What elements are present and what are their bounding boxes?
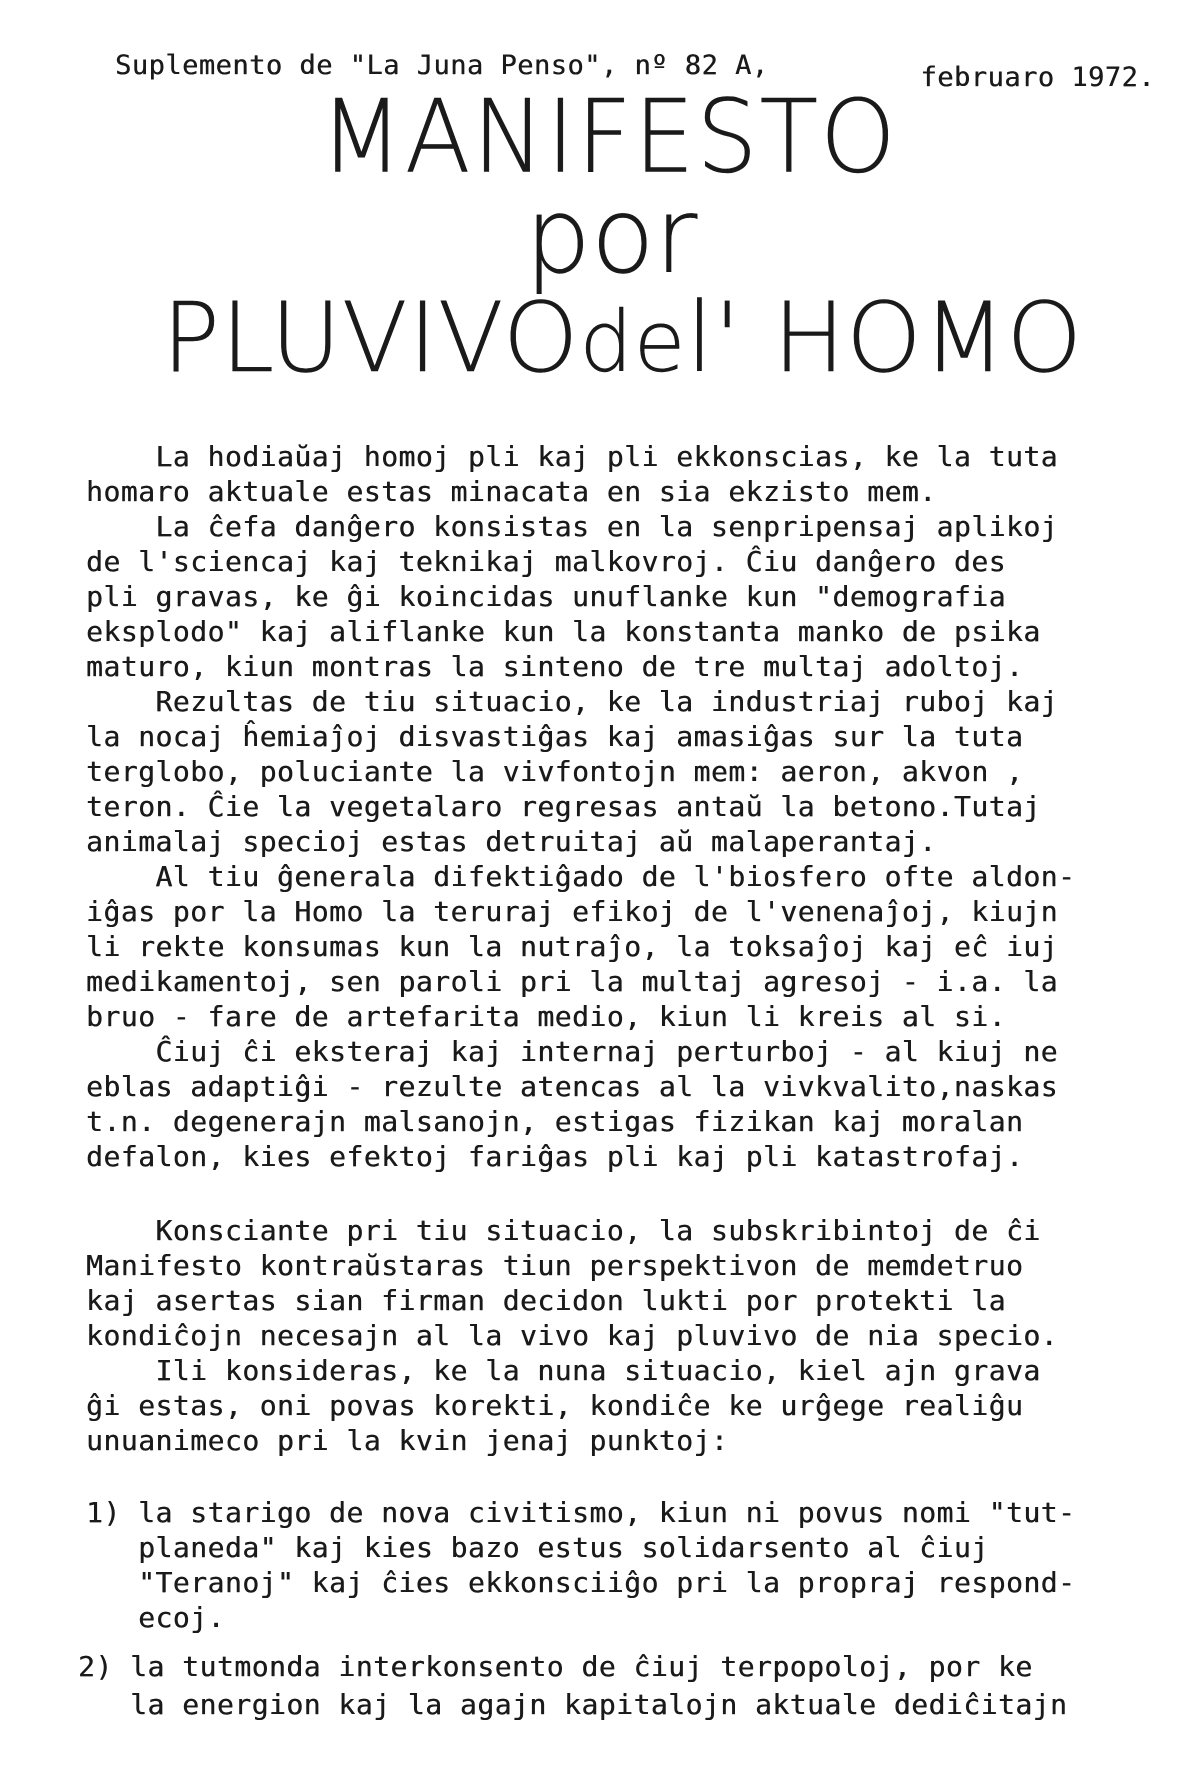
- body-line: de l'sciencaj kaj teknikaj malkovroj. Ĉiu danĝero des: [86, 545, 1006, 578]
- body-line: kondiĉojn necesajn al la vivo kaj pluvivo de nia specio.: [86, 1319, 1059, 1352]
- body-line: teron. Ĉie la vegetalaro regresas antaŭ la betono.Tutaj: [86, 790, 1041, 823]
- body-line: terglobo, poluciante la vivfontojn mem: aeron, akvon ,: [86, 755, 1024, 788]
- body-line: la nocaj ĥemiaĵoj disvastiĝas kaj amasiĝas sur la tuta: [86, 720, 1024, 753]
- body-line: homaro aktuale estas minacata en sia ekzisto mem.: [86, 475, 937, 508]
- body-line: kaj asertas sian firman decidon lukti por protekti la: [86, 1284, 1006, 1317]
- body-line: bruo - fare de artefarita medio, kiun li kreis al si.: [86, 1000, 1006, 1033]
- body-line: La hodiaŭaj homoj pli kaj pli ekkonscias, ke la tuta: [86, 440, 1059, 473]
- body-line: iĝas por la Homo la teruraj efikoj de l'venenaĵoj, kiujn: [86, 895, 1059, 928]
- body-line: li rekte konsumas kun la nutraĵo, la toksaĵoj kaj eĉ iuj: [86, 930, 1059, 963]
- publication-info: Suplemento de "La Juna Penso", nº 82 A,: [115, 50, 769, 81]
- title-por: por: [525, 175, 698, 297]
- body-line: La ĉefa danĝero konsistas en la senpripensaj aplikoj: [86, 510, 1059, 543]
- body-line: Rezultas de tiu situacio, ke la industriaj ruboj kaj: [86, 685, 1059, 718]
- title-homo: HOMO: [772, 282, 1084, 394]
- body-line: animalaj specioj estas detruitaj aŭ malaperantaj.: [86, 825, 937, 858]
- body-line: eblas adaptiĝi - rezulte atencas al la vivkvalito,naskas: [86, 1070, 1059, 1103]
- list-item-line: la energion kaj la agajn kapitalojn aktuale dediĉitajn: [78, 1688, 1068, 1721]
- body-line: ĝi estas, oni povas korekti, kondiĉe ke urĝege realiĝu: [86, 1389, 1024, 1422]
- body-line: defalon, kies efektoj fariĝas pli kaj pli katastrofaj.: [86, 1140, 1024, 1173]
- body-line: Ĉiuj ĉi eksteraj kaj internaj perturboj - al kiuj ne: [86, 1035, 1059, 1068]
- publication-date: februaro 1972.: [920, 62, 1155, 93]
- list-item-line: ecoj.: [86, 1601, 225, 1634]
- title-l: l': [686, 282, 742, 394]
- body-line: Ili konsideras, ke la nuna situacio, kiel ajn grava: [86, 1354, 1041, 1387]
- title-de: de: [579, 293, 687, 391]
- title-pluvivo-de-l-homo: [162, 282, 1083, 394]
- list-item-line: 1) la starigo de nova civitismo, kiun ni povus nomi "tut-: [86, 1496, 1076, 1529]
- body-line: medikamentoj, sen paroli pri la multaj agresoj - i.a. la: [86, 965, 1059, 998]
- list-item-line: "Teranoj" kaj ĉies ekkonsciiĝo pri la propraj respond-: [86, 1566, 1076, 1599]
- body-line: pli gravas, ke ĝi koincidas unuflanke kun "demografia: [86, 580, 1006, 613]
- list-item-line: planeda" kaj kies bazo estus solidarsento al ĉiuj: [86, 1531, 989, 1564]
- body-line: unuanimeco pri la kvin jenaj punktoj:: [86, 1424, 729, 1457]
- list-item-line: 2) la tutmonda interkonsento de ĉiuj terpopoloj, por ke: [78, 1650, 1033, 1683]
- body-line: maturo, kiun montras la sinteno de tre multaj adoltoj.: [86, 650, 1024, 683]
- body-line: Konsciante pri tiu situacio, la subskribintoj de ĉi: [86, 1214, 1041, 1247]
- body-line: eksplodo" kaj aliflanke kun la konstanta manko de psika: [86, 615, 1041, 648]
- body-line: Manifesto kontraŭstaras tiun perspektivon de memdetruo: [86, 1249, 1024, 1282]
- body-line: t.n. degenerajn malsanojn, estigas fizikan kaj moralan: [86, 1105, 1024, 1138]
- title-pluvivo: PLUVIVO: [162, 282, 580, 394]
- body-line: Al tiu ĝenerala difektiĝado de l'biosfero ofte aldon-: [86, 860, 1076, 893]
- title-manifesto: MANIFESTO: [320, 78, 898, 196]
